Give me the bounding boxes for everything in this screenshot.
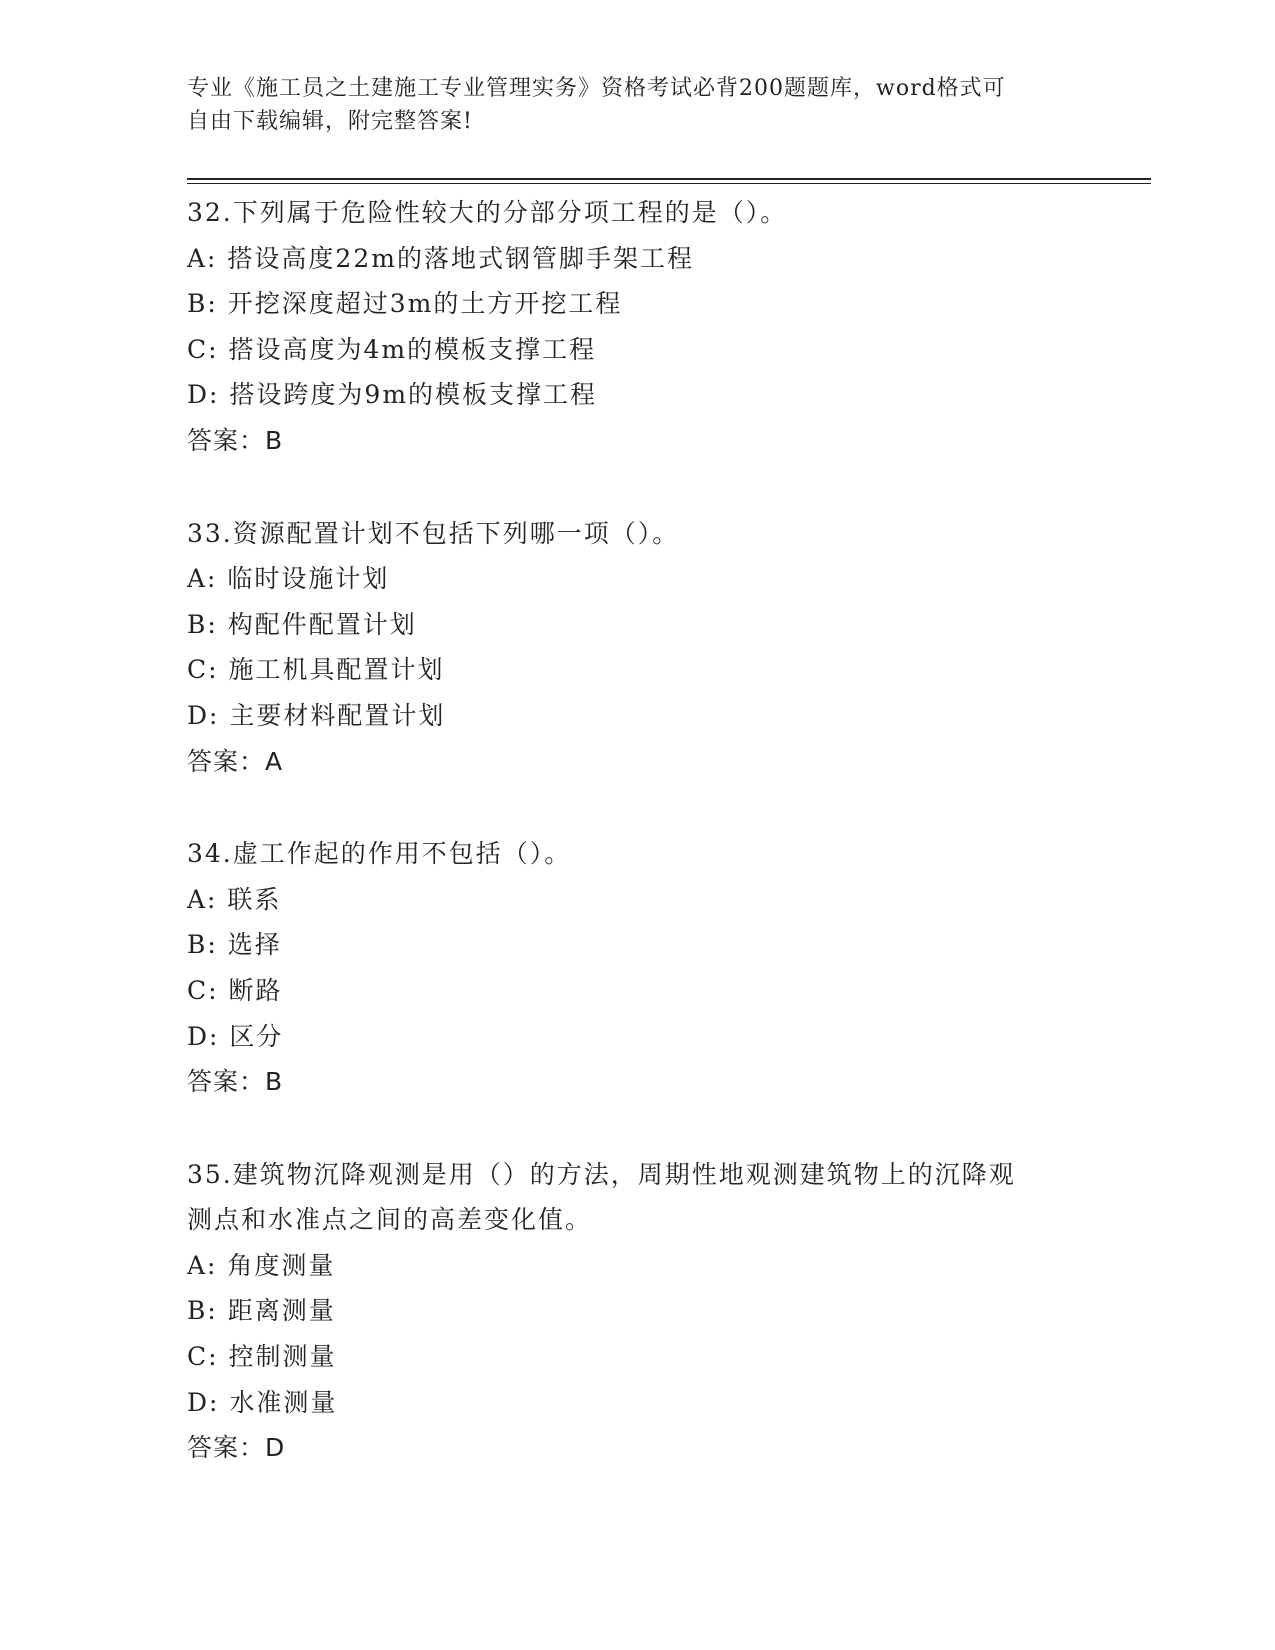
- option-d: D: 主要材料配置计划: [187, 700, 446, 730]
- answer-line: 答案：B: [187, 425, 284, 455]
- option-b: B: 选择: [187, 930, 282, 960]
- option-d: D: 搭设跨度为9m的模板支撑工程: [187, 380, 598, 410]
- question-35: [187, 1152, 1087, 1471]
- option-c: C: 施工机具配置计划: [187, 655, 445, 685]
- option-c: C: 搭设高度为4m的模板支撑工程: [187, 334, 597, 364]
- header-line-2: 自由下载编辑，附完整答案!: [187, 109, 473, 134]
- question-stem: 33.资源配置计划不包括下列哪一项（）。: [187, 518, 680, 548]
- option-c: C: 控制测量: [187, 1342, 337, 1372]
- question-stem: 34.虚工作起的作用不包括（）。: [187, 839, 572, 869]
- question-list: [187, 190, 1087, 1518]
- option-a: A: 角度测量: [187, 1250, 336, 1280]
- answer-line: 答案：D: [187, 1433, 286, 1463]
- question-34: [187, 831, 1087, 1105]
- question-stem-continued: 测点和水准点之间的高差变化值。: [187, 1205, 593, 1235]
- document-header: [187, 72, 1087, 138]
- option-c: C: 断路: [187, 975, 283, 1005]
- header-divider-top: [187, 178, 1151, 180]
- answer-line: 答案：A: [187, 746, 284, 776]
- header-line-1: 专业《施工员之土建施工专业管理实务》资格考试必背200题题库，word格式可: [187, 76, 1006, 101]
- option-a: A: 联系: [187, 884, 282, 914]
- answer-line: 答案：B: [187, 1067, 284, 1097]
- question-33: [187, 511, 1087, 785]
- option-b: B: 距离测量: [187, 1296, 336, 1326]
- question-stem: 32.下列属于危险性较大的分部分项工程的是（）。: [187, 198, 788, 227]
- header-divider-bottom: [187, 183, 1151, 184]
- option-b: B: 开挖深度超过3m的土方开挖工程: [187, 289, 623, 319]
- question-32: [187, 190, 1087, 464]
- option-b: B: 构配件配置计划: [187, 609, 417, 639]
- option-a: A: 临时设施计划: [187, 564, 390, 594]
- option-d: D: 区分: [187, 1021, 284, 1051]
- option-a: A: 搭设高度22m的落地式钢管脚手架工程: [187, 243, 694, 273]
- option-d: D: 水准测量: [187, 1387, 338, 1417]
- question-stem: 35.建筑物沉降观测是用（）的方法，周期性地观测建筑物上的沉降观: [187, 1159, 1016, 1189]
